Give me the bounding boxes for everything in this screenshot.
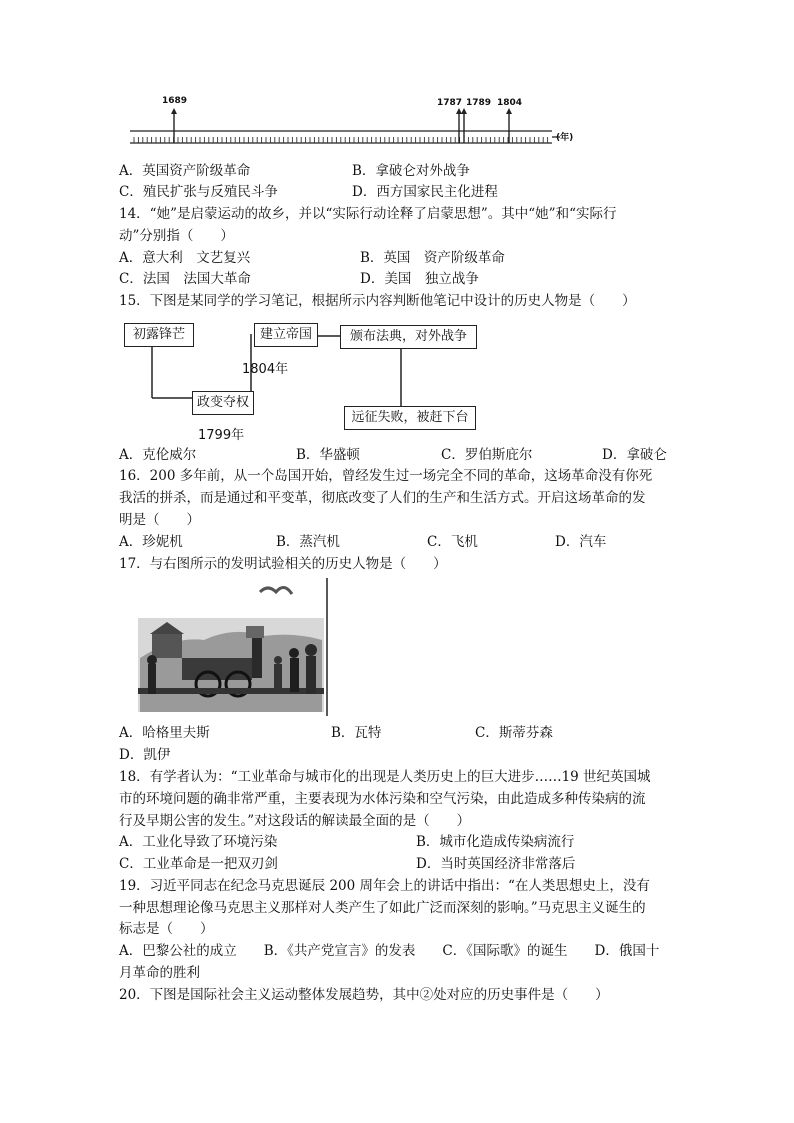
q17-option-b: B．瓦特 bbox=[331, 725, 382, 741]
q13-option-c: C．殖民扩张与反殖民斗争 bbox=[119, 184, 278, 200]
timeline-year-1804: 1804 bbox=[497, 98, 523, 108]
timeline-figure bbox=[120, 96, 590, 156]
q13-option-b: B．拿破仑对外战争 bbox=[352, 163, 470, 179]
q15-option-d: D．拿破仑 bbox=[602, 447, 667, 463]
q19-options-line-2: 月革命的胜利 bbox=[119, 965, 200, 981]
q18-option-d: D．当时英国经济非常落后 bbox=[416, 856, 576, 872]
q18-stem-line-3: 行及早期公害的发生。”对这段话的解读最全面的是（ ） bbox=[119, 813, 471, 829]
q19-stem-line-3: 标志是（ ） bbox=[119, 921, 214, 937]
q18-option-a: A．工业化导致了环境污染 bbox=[119, 834, 278, 850]
timeline-year-1789: 1789 bbox=[466, 98, 492, 108]
q14-option-a: A．意大利 文艺复兴 bbox=[119, 250, 251, 266]
q17-option-d: D．凯伊 bbox=[119, 747, 171, 763]
q17-stem: 17．与右图所示的发明试验相关的历史人物是（ ） bbox=[119, 556, 447, 572]
q16-option-a: A．珍妮机 bbox=[119, 534, 183, 550]
q16-option-c: C．飞机 bbox=[427, 534, 478, 550]
q14-option-c: C．法国 法国大革命 bbox=[119, 271, 251, 287]
timeline-year-1689: 1689 bbox=[162, 96, 188, 106]
diagram-year-1804: 1804年 bbox=[242, 362, 289, 377]
q15-option-c: C．罗伯斯庇尔 bbox=[441, 447, 533, 463]
q16-stem-line-1: 16．200 多年前，从一个岛国开始，曾经发生过一场完全不同的革命，这场革命没有你死 bbox=[119, 468, 653, 484]
steam-locomotive-engraving bbox=[134, 578, 330, 716]
q18-option-b: B．城市化造成传染病流行 bbox=[416, 834, 575, 850]
diagram-box-coup: 政变夺权 bbox=[192, 391, 254, 415]
diagram-box-empire: 建立帝国 bbox=[254, 323, 318, 347]
q14-stem-line-1: 14．“她”是启蒙运动的故乡，并以“实际行动诠释了启蒙思想”。其中“她”和“实际行 bbox=[119, 206, 617, 222]
q18-stem-line-2: 市的环境问题的确非常严重，主要表现为水体污染和空气污染，由此造成多种传染病的流 bbox=[119, 791, 646, 807]
diagram-box-defeat: 远征失败，被赶下台 bbox=[344, 406, 476, 430]
q18-option-c: C．工业革命是一把双刃剑 bbox=[119, 856, 278, 872]
diagram-year-1799: 1799年 bbox=[198, 428, 245, 443]
napoleon-flow-diagram bbox=[118, 318, 488, 443]
q17-option-a: A．哈格里夫斯 bbox=[119, 725, 210, 741]
q14-option-b: B．英国 资产阶级革命 bbox=[360, 250, 505, 266]
q19-stem-line-1: 19．习近平同志在纪念马克思诞辰 200 周年会上的讲话中指出：“在人类思想史上，没有 bbox=[119, 878, 650, 894]
q15-option-a: A．克伦威尔 bbox=[119, 447, 197, 463]
q19-options-line-1: A．巴黎公社的成立 B．《共产党宣言》的发表 C．《国际歌》的诞生 D．俄国十 bbox=[119, 943, 660, 959]
timeline-unit: (年) bbox=[556, 133, 574, 143]
q15-stem: 15．下图是某同学的学习笔记，根据所示内容判断他笔记中设计的历史人物是（ ） bbox=[119, 293, 636, 309]
timeline-year-1787: 1787 bbox=[437, 98, 463, 108]
q15-option-b: B．华盛顿 bbox=[296, 447, 360, 463]
diagram-box-code-and-war: 颁布法典，对外战争 bbox=[340, 325, 477, 349]
q16-stem-line-2: 我活的拼杀，而是通过和平变革，彻底改变了人们的生产和生活方式。开启这场革命的发 bbox=[119, 490, 646, 506]
q13-option-a: A．英国资产阶级革命 bbox=[119, 163, 251, 179]
q19-stem-line-2: 一种思想理论像马克思主义那样对人类产生了如此广泛而深刻的影响。”马克思主义诞生的 bbox=[119, 900, 646, 916]
q20-stem: 20．下图是国际社会主义运动整体发展趋势，其中②处对应的历史事件是（ ） bbox=[119, 987, 609, 1003]
q18-stem-line-1: 18．有学者认为：“工业革命与城市化的出现是人类历史上的巨大进步……19 世纪英国城 bbox=[119, 769, 651, 785]
q14-stem-line-2: 动”分别指（ ） bbox=[119, 228, 234, 244]
q13-option-d: D．西方国家民主化进程 bbox=[352, 184, 498, 200]
q16-option-d: D．汽车 bbox=[555, 534, 607, 550]
q14-option-d: D．美国 独立战争 bbox=[360, 271, 479, 287]
diagram-box-debut: 初露锋芒 bbox=[124, 323, 194, 347]
q16-option-b: B．蒸汽机 bbox=[276, 534, 340, 550]
q16-stem-line-3: 明是（ ） bbox=[119, 512, 200, 528]
q17-option-c: C．斯蒂芬森 bbox=[475, 725, 553, 741]
